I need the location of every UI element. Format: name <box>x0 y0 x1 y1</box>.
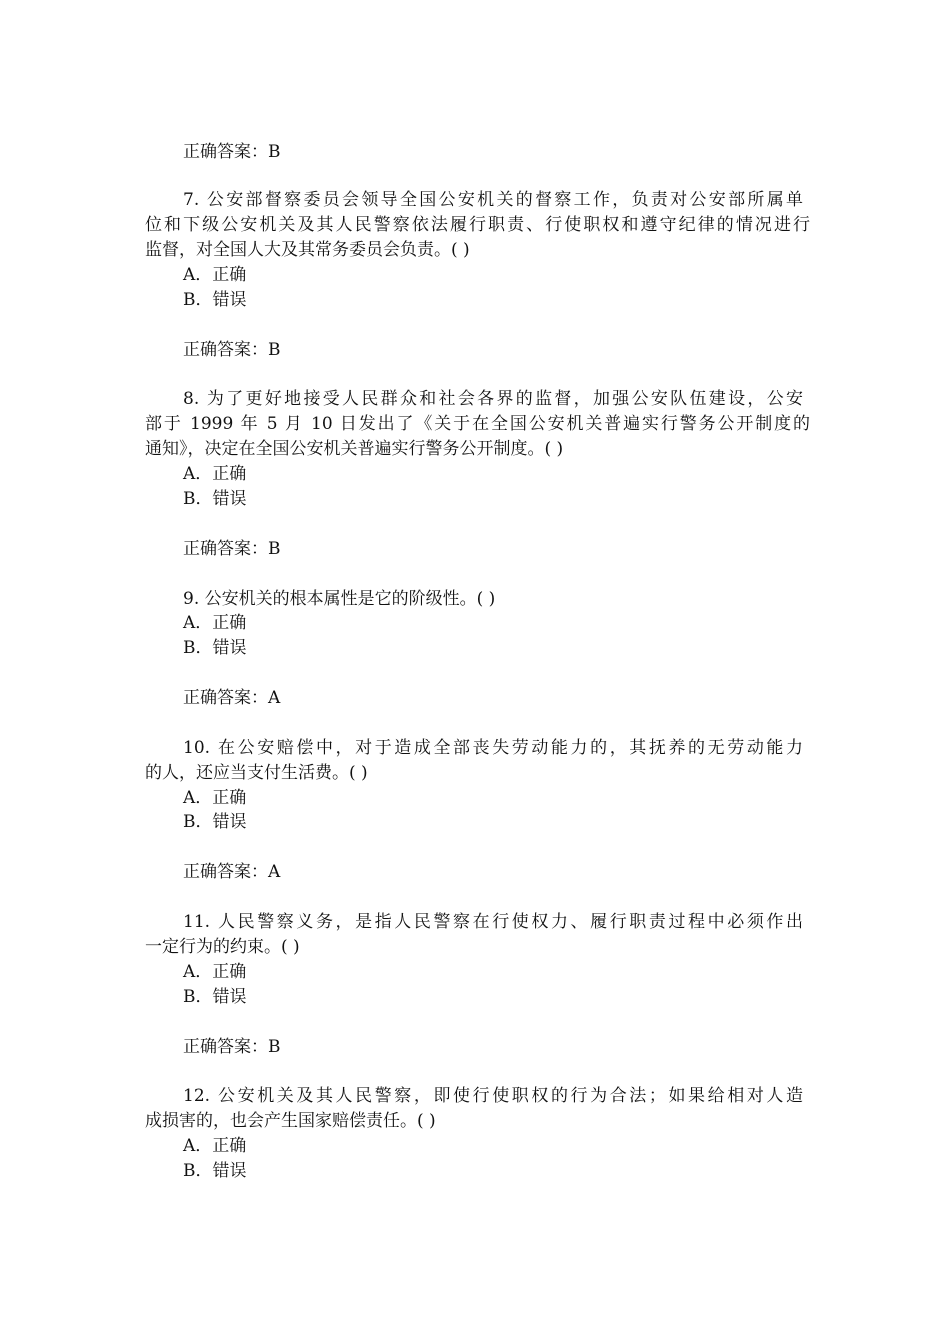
question-12-option-a: A．正确 <box>183 1136 247 1156</box>
question-11-option-b: B．错误 <box>183 987 247 1007</box>
answer-label: 正确答案： <box>183 340 268 360</box>
question-11-line-1: 11. 人民警察义务，是指人民警察在行使权力、履行职责过程中必须作出 <box>183 912 803 932</box>
question-12-line-2: 成损害的，也会产生国家赔偿责任。( ) <box>145 1111 436 1131</box>
question-12-option-b: B．错误 <box>183 1161 247 1181</box>
question-7-line-3: 监督，对全国人大及其常务委员会负责。( ) <box>145 240 470 260</box>
answer-line-10 <box>183 860 803 885</box>
answer-label: 正确答案： <box>183 539 268 559</box>
question-7-line-2: 位和下级公安机关及其人民警察依法履行职责、行使职权和遵守纪律的情况进行 <box>145 215 810 235</box>
question-8-line-2: 部于 1999 年 5 月 10 日发出了《关于在全国公安机关普遍实行警务公开制度的 <box>145 414 810 434</box>
answer-label: 正确答案： <box>183 688 268 708</box>
answer-line-6 <box>183 140 803 165</box>
question-7-line-1: 7. 公安部督察委员会领导全国公安机关的督察工作，负责对公安部所属单 <box>183 190 803 210</box>
question-8-option-b: B．错误 <box>183 489 247 509</box>
question-8-line-3: 通知》，决定在全国公安机关普遍实行警务公开制度。( ) <box>145 439 564 459</box>
answer-value: B <box>268 142 281 162</box>
answer-line-7 <box>183 338 803 363</box>
answer-label: 正确答案： <box>183 142 268 162</box>
question-12-line-1: 12. 公安机关及其人民警察，即使行使职权的行为合法；如果给相对人造 <box>183 1086 803 1106</box>
answer-label: 正确答案： <box>183 862 268 882</box>
question-9-line-1: 9. 公安机关的根本属性是它的阶级性。( ) <box>183 589 496 609</box>
question-10-option-a: A．正确 <box>183 788 247 808</box>
answer-label: 正确答案： <box>183 1037 268 1057</box>
question-10-line-1: 10. 在公安赔偿中，对于造成全部丧失劳动能力的，其抚养的无劳动能力 <box>183 738 803 758</box>
question-8-option-a: A．正确 <box>183 464 247 484</box>
question-11-option-a: A．正确 <box>183 962 247 982</box>
question-10-line-2: 的人，还应当支付生活费。( ) <box>145 763 368 783</box>
question-7-option-b: B．错误 <box>183 290 247 310</box>
answer-value: B <box>268 340 281 360</box>
answer-value: B <box>268 539 281 559</box>
question-9-option-b: B．错误 <box>183 638 247 658</box>
answer-value: A <box>268 688 281 708</box>
answer-line-8 <box>183 537 803 562</box>
answer-value: A <box>268 862 281 882</box>
question-9-option-a: A．正确 <box>183 613 247 633</box>
answer-line-9 <box>183 686 803 711</box>
question-7-option-a: A．正确 <box>183 265 247 285</box>
question-11-line-2: 一定行为的约束。( ) <box>145 937 300 957</box>
question-10-option-b: B．错误 <box>183 812 247 832</box>
question-8-line-1: 8. 为了更好地接受人民群众和社会各界的监督，加强公安队伍建设，公安 <box>183 389 803 409</box>
answer-line-11 <box>183 1035 803 1060</box>
answer-value: B <box>268 1037 281 1057</box>
